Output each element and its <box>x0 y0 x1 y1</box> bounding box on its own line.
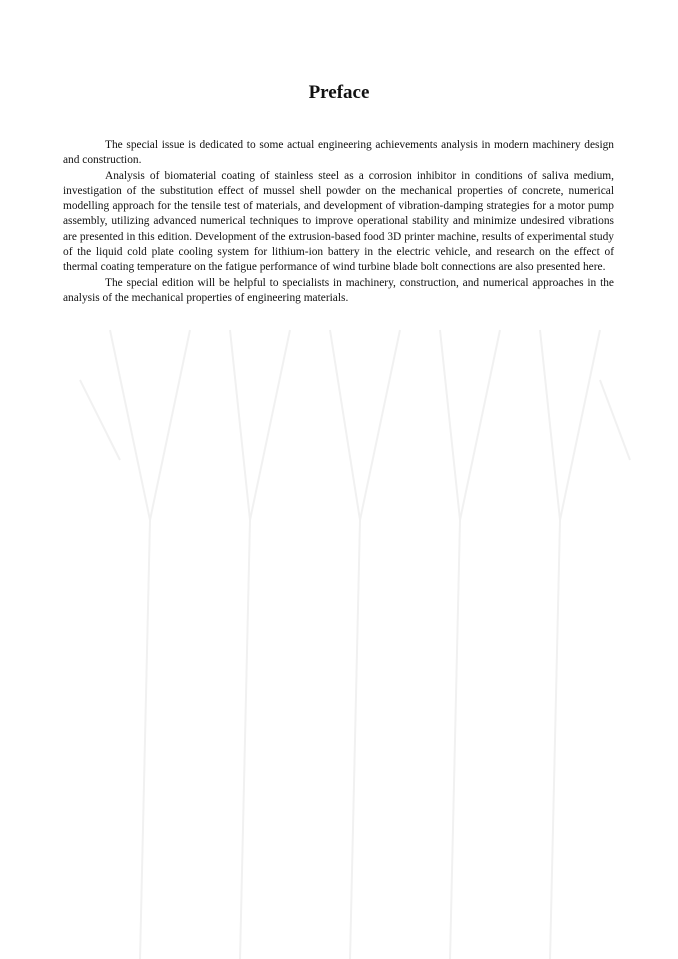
paragraph-1: The special issue is dedicated to some actual engineering achievements analysis in modern machinery design and construction. <box>63 139 614 167</box>
page-title: Preface <box>308 82 370 103</box>
paragraph-2: Analysis of biomaterial coating of stainless steel as a corrosion inhibitor in conditions of saliva medium, investigation of the substitution effect of mussel shell powder on the mechanical properties of concrete, numerical modelling approach for the tensile test of materials, and development of vibration-damping strategies for a motor pump assembly, utilizing advanced numerical techniques to improve operational stability and minimize undesired vibrations are presented in this edition. Development of the extrusion-based food 3D printer machine, results of experimental study of the liquid cold plate cooling system for lithium-ion battery in the electric vehicle, and research on the effect of thermal coating temperature on the fatigue performance of wind turbine blade bolt connections are also presented here. <box>63 169 614 274</box>
paragraph-3: The special edition will be helpful to specialists in machinery, construction, and numerical approaches in the analysis of the mechanical properties of engineering materials. <box>63 276 614 304</box>
preface-body <box>63 138 614 306</box>
